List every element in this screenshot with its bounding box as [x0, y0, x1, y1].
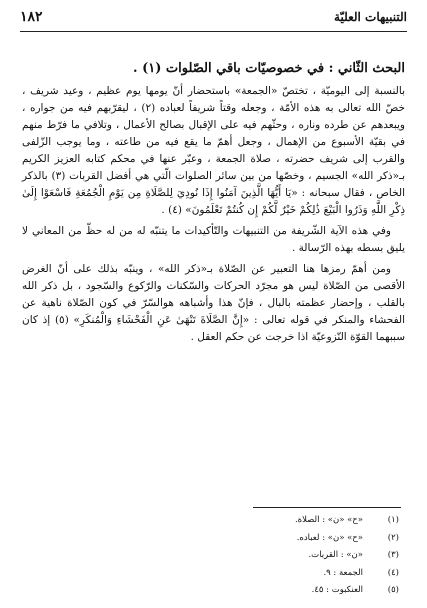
- footnotes: [160, 512, 399, 600]
- page-number: ١٨٢: [20, 9, 43, 25]
- section-heading: البحث الثّاني : في خصوصيّات باقي الصّلوات (١) .: [133, 61, 405, 76]
- footnote-text: العنكبوت : ٤٥.: [311, 585, 363, 595]
- footnote-number: (١): [387, 515, 399, 525]
- running-title: التنبيهات العليّة: [334, 10, 407, 24]
- footnote-text: «ح» «ن» : الصلاة.: [294, 515, 363, 525]
- footnote-item: [160, 512, 399, 530]
- footnote-item: [160, 565, 399, 583]
- paragraph-2: وفي هذه الآية الشّريفة من التنبيهات والتّأكيدات ما يتنبّه له من له حظّ من المعاني لا يليق بسطه بهذه الرّسالة .: [22, 225, 405, 254]
- footnote-text: «ن» : القربات.: [308, 550, 363, 560]
- footnote-number: (٥): [387, 585, 399, 595]
- footnote-item: [160, 530, 399, 548]
- footnote-item: [160, 547, 399, 565]
- footnote-number: (٢): [387, 532, 399, 543]
- footnote-number: (٣): [387, 550, 399, 560]
- main-text: [22, 58, 405, 346]
- footnote-text: الجمعة : ٩.: [323, 567, 363, 578]
- footnote-divider: [253, 507, 401, 508]
- header-divider: [20, 31, 407, 32]
- footnote-text: «ح» «ن» : لعباده.: [296, 532, 363, 543]
- paragraph-1: بالنسبة إلى اليوميّة ، تختصّ «الجمعة» باستحضار أنّ يومها يوم عظيم ، وعيد شريف ، خصّ الله تعالى به هذه الأمّة ، وجعله وقتاً شريفاً لعباده (٢) ، ليقرّبهم فيه من جواره ، ويبعدهم عن طرده وناره ، وحثّهم فيه على الإقبال بصالح الأعمال ، وتلافي ما فرّط منهم في بقيّة الأسبوع من الإهمال ، وجعل أهمّ ما يقع فيه من طاعته ، وما يوجب الزّلفى والقرب إلى شريف حضرته ، صلاة الجمعة ، وعبّر عنها في محكم كتابه العزيز الكريم بـ«ذكر الله» الجسيم ، وخصّها من بين سائر الصلوات الّتي هي أفضل القربات (٣) بالذكر الخاص ، فقال سبحانه : «يَا أَيُّهَا الَّذِينَ آمَنُوا إِذَا نُودِيَ لِلصَّلَاةِ مِن يَوْمِ الْجُمُعَةِ فَاسْعَوْا إِلَىٰ ذِكْرِ اللَّهِ وَذَرُوا الْبَيْعَ ذَٰلِكُمْ خَيْرٌ لَّكُمْ إِن كُنتُمْ تَعْلَمُونَ» (٤) .: [22, 85, 406, 216]
- running-header: [20, 6, 407, 28]
- footnote-item: [160, 582, 399, 600]
- paragraph-3: ومن أهمّ رمزها هنا التعبير عن الصّلاة بـ«ذكر الله» ، وينبّه بذلك على أنّ الغرض الأقصى من الصّلاة ليس هو مجرّد الحركات والسّكنات والرّكوع والسّجود ، بل ذكر الله بالقلب ، وإحضار عظمته بالبال ، فإنّ هذا وأشباهه هوالسّرّ في كون الصّلاة ناهية عن الفحشاء والمنكر في قوله تعالى : «إِنَّ الصَّلَاةَ تَنْهَىٰ عَنِ الْفَحْشَاءِ وَالْمُنكَرِ» (٥) إذ كان سببهما القوّة النّزوعيّة اذا خرجت عن حكم العقل .: [22, 263, 405, 343]
- footnote-number: (٤): [387, 567, 399, 578]
